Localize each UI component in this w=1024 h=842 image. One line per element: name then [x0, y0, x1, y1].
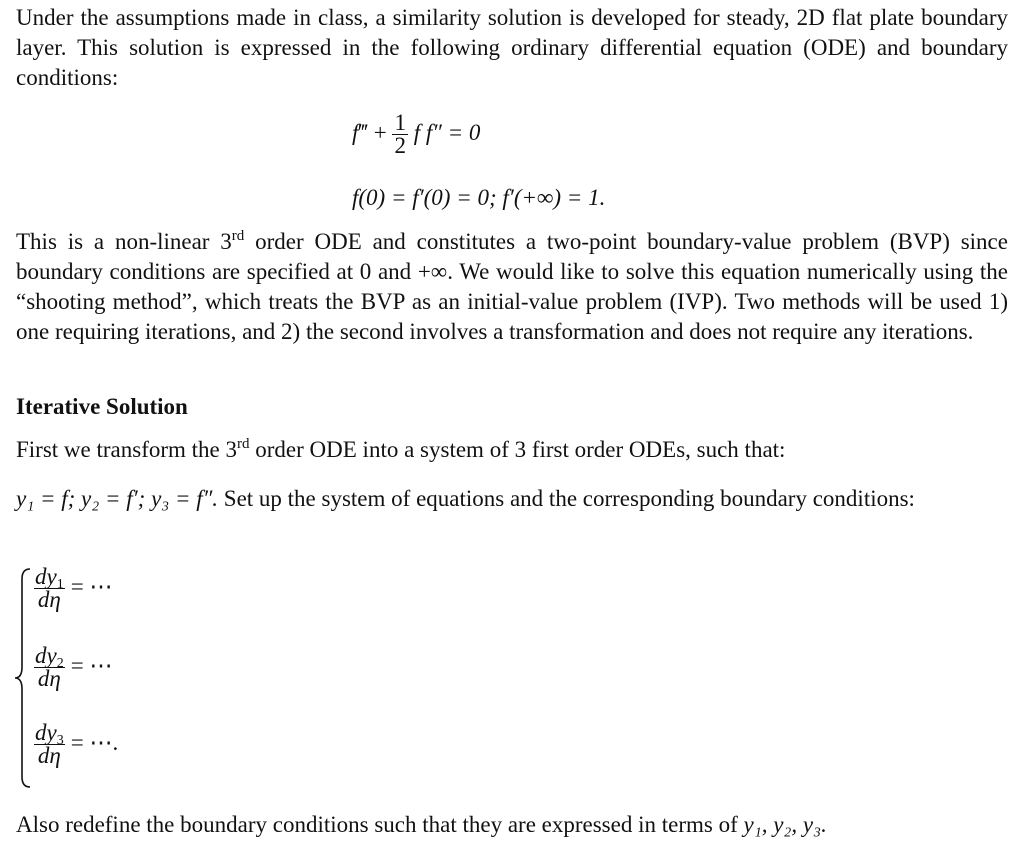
system-brace [12, 567, 34, 789]
setup-text: Set up the system of equations and the corresponding boundary conditions: [218, 486, 915, 511]
system-eq-3 [34, 722, 118, 767]
dy1-numerator: dy [35, 564, 57, 589]
transform-text-2: order ODE into a system of 3 first order ODEs, such that: [249, 437, 786, 462]
transform-text-1: First we transform the 3 [16, 437, 238, 462]
system-eq-1 [34, 566, 112, 611]
eq1-plus: + [367, 119, 393, 145]
dy2-rhs: = ⋯ [70, 652, 113, 678]
redefine-paragraph [16, 810, 1008, 840]
eq1-f: f [352, 119, 359, 145]
dy2-numerator: dy [35, 643, 57, 668]
redefine-math: y₁, y₂, y₃. [743, 812, 827, 837]
redefine-text: Also redefine the boundary conditions such that they are expressed in terms of [16, 812, 744, 837]
setup-math: y₁ = f; y₂ = f′; y₃ = f″. [16, 486, 219, 511]
transform-paragraph [16, 435, 1008, 465]
intro-paragraph: Under the assumptions made in class, a similarity solution is developed for steady, 2D flat plate boundary layer. This solution is expressed in the following ordinary differential equation (ODE) and boundary conditions: [16, 5, 1008, 90]
eq-dy2-fraction [34, 645, 65, 690]
boundary-conditions-equation: f(0) = f′(0) = 0; f′(+∞) = 1. [352, 185, 606, 210]
bvp-superscript: rd [231, 228, 245, 244]
blasius-equation [352, 112, 480, 157]
system-eq-2 [34, 645, 112, 690]
bvp-text-2: order ODE and constitutes a two-point boundary-value problem (BVP) since boundary conditions are specified at 0 and +∞. We would like to solve this equation numerically using the “shooting method”, which treats the BVP as an initial-value problem (IVP). Two methods will be used 1) one requiring iterations, and 2) the second involves a transformation and does not require any iterations. [16, 229, 1008, 344]
eq1-rest: f f″ = 0 [413, 119, 481, 145]
dy3-rhs: = ⋯. [70, 729, 119, 755]
dy2-subscript: 2 [56, 656, 64, 671]
dy3-numerator: dy [35, 720, 57, 745]
section-heading: Iterative Solution [16, 394, 188, 419]
eq1-frac-num: 1 [394, 110, 406, 135]
eq1-frac-den: 2 [394, 133, 406, 158]
setup-paragraph [16, 482, 1008, 515]
bvp-paragraph [16, 227, 1008, 347]
transform-superscript: rd [237, 436, 250, 452]
dy3-subscript: 3 [56, 733, 64, 748]
eq1-fraction [392, 112, 408, 157]
bvp-text-1: This is a non-linear 3 [16, 229, 232, 254]
eq-dy3-fraction [34, 722, 65, 767]
dy1-denominator: dη [37, 587, 61, 612]
dy2-denominator: dη [37, 666, 61, 691]
dy1-rhs: = ⋯ [70, 573, 113, 599]
eq1-primes: ‴ [358, 119, 368, 145]
eq-dy1-fraction [34, 566, 65, 611]
dy3-denominator: dη [37, 743, 61, 768]
dy1-subscript: 1 [56, 577, 64, 592]
